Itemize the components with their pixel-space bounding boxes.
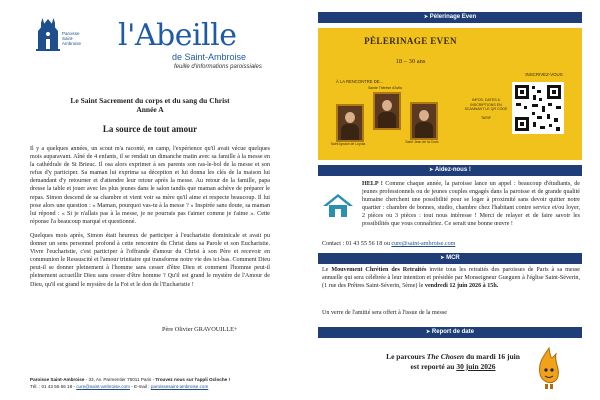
- article-body: [30, 145, 270, 295]
- brand-tagline: feuille d'informations paroissiales: [174, 64, 262, 70]
- article-title-line2: Année A: [136, 105, 164, 114]
- mcr-date: vendredi 12 juin 2026 à 15h.: [424, 283, 499, 289]
- footer-email-label: - E-mail :: [129, 384, 151, 389]
- help-contact-email-link[interactable]: cure@saint-ambroise.com: [391, 241, 456, 247]
- article-paragraph: Quelques mois après, Simon était heureux de participer à l'eucharistie dominicale et avait pu donner un sens personnel profond à cette rencontre du Christ dans sa Parole et son Eucharistie. Vivre l'eucharistie, c'est participer à l'offrande d'amour du Christ à son Père et recevoir en communion le Ressuscité et l'amour trinitaire qui transforme notre vie des ici-bas. Comment Dieu peut-il se donner pleinement à l'homme sans cesser d'être Dieu et comment l'homme peut-il pleinement accueillir Dieu sans cesser d'être homme ? Qu'il est grand le mystère de l'Amour de Dieu, qu'il est grand le mystère de la Foi et le don de l'Eucharistie !: [30, 232, 270, 288]
- help-lead: HELP !: [362, 181, 383, 187]
- report-text: [348, 352, 558, 372]
- help-body: Comme chaque année, la paroisse lance un appel : beaucoup d'étudiants, de jeunes professionnels ou de jeunes couples engagés dans la paroisse et de grande qualité humaine cherchent une possibilité pour se loger à proximité sans devoir quitter notre quartier : chambre de bonnes, studio, chambre chez l'habitant contre service et/ou loyer, 2 pièces ou 3 pièces : tout nous intéresse ! Merci de relayer et de faire savoir les possibilités que vous connaîtriez. Ce serait une bonne œuvre !: [362, 181, 580, 227]
- footer: [30, 376, 280, 390]
- help-contact: [322, 241, 455, 247]
- sainte-therese-image: [373, 92, 401, 130]
- mcr-note: Un verre de l'amitié sera offert à l'issue de la messe: [322, 310, 447, 316]
- section-bar-aidez: [318, 165, 582, 176]
- pelerinage-poster: [318, 28, 582, 160]
- flame-mascot-icon: [536, 346, 562, 390]
- section-bar-mcr: [318, 253, 582, 264]
- report-line-1: [348, 352, 558, 362]
- poster-info-text: INFOS, DATES & INSCRIPTIONS EN SCANNANT LE QR CODE: [464, 98, 508, 112]
- footer-address: - 33, Av. Parmentier 75011 Paris -: [84, 377, 156, 382]
- section-bar-label: Pèlerinage Even: [429, 14, 477, 20]
- poster-title: PÈLERINAGE EVEN: [364, 36, 457, 46]
- poster-age: 18 – 30 ans: [395, 58, 426, 65]
- footer-email-link[interactable]: cure@saint-ambroise.com: [76, 384, 130, 389]
- help-text: [362, 180, 580, 228]
- help-contact-phone: Contact : 01 43 55 56 18 ou: [322, 241, 392, 247]
- article-paragraph: Il y a quelques années, un scout m'a raconté, en camp, l'expérience qu'il avait vécue quelques mois auparavant. Aîné de 4 enfants, il se rendait un dimanche matin avec sa famille à la messe en la cathédrale de St Brieuc. Il osa alors exprimer à ses parents son ras-le-bol de la messe et son refus d'y participer. Sa maman lui exprima sa déception et lui donna les clés de la maison lui demandant d'y retourner et d'attendre leur retour après la messe. Au retour de la famille, papa dresse la table et jouer avec les plus jeunes dans le salon tandis que maman achève de préparer le repas. Simon descend de sa chambre et vient voir sa mère qu'il aime et respecte beaucoup. Il lui pose alors une question : « Maman, pourquoi vas-tu à la messe ? » Inspirée sans doute, sa maman lui répond : « Si je n'allais pas à la messe, je ne pourrais pas t'aimer comme je t'aime ». Cette réponse l'a beaucoup marqué et questionné.: [30, 146, 270, 225]
- mcr-text-pre: Le: [322, 267, 332, 273]
- report-line2-pre: est reporté au: [410, 362, 457, 371]
- footer-app: Trouvez nous sur l'appli Ocloche !: [155, 377, 230, 382]
- article-signature: Père Olivier GRAVOUILLE+: [162, 326, 238, 333]
- article-title: [30, 96, 270, 114]
- saint-jean-label: Saint Jean de la Croix: [405, 140, 439, 144]
- report-line1-post: du mardi 16 juin: [464, 352, 520, 361]
- section-bar-pelerinage: [318, 12, 582, 23]
- right-column: [318, 0, 582, 400]
- section-bar-report: [318, 327, 582, 338]
- chevron-right-icon: ➤: [423, 14, 429, 20]
- footer-line-1: [30, 376, 280, 383]
- section-bar-label: Report de date: [431, 329, 474, 335]
- house-icon: [322, 192, 354, 218]
- brand-title: l'Abeille: [118, 18, 237, 53]
- article-title-line1: Le Saint Sacrement du corps et du sang du Christ: [70, 96, 230, 105]
- mcr-movement-name: Mouvement Chrétien des Retraités: [331, 267, 427, 273]
- footer-parish-name: Paroisse Saint-Ambroise: [30, 377, 85, 382]
- qr-label: INSCRIVEZ-VOUS: [525, 72, 563, 77]
- report-new-date: 30 juin 2026: [456, 362, 496, 371]
- parish-mini-label: Paroisse Saint-Ambroise: [62, 31, 82, 46]
- section-bar-label: MCR: [446, 255, 460, 261]
- chevron-right-icon: ➤: [426, 329, 431, 335]
- poster-tarif: TARIF: [480, 115, 492, 120]
- poster-meet-label: À LA RENCONTRE DE...: [336, 79, 384, 84]
- saint-jean-image: [410, 102, 438, 140]
- section-bar-label: Aidez-nous !: [434, 167, 471, 173]
- report-course-name: The Chosen: [426, 352, 465, 361]
- footer-phone: Tél. : 01 43 55 56 18 -: [30, 384, 77, 389]
- chevron-right-icon: ➤: [429, 167, 434, 173]
- report-line1-pre: Le parcours: [386, 352, 427, 361]
- article-heading: La source de tout amour: [102, 124, 198, 134]
- mcr-text: [322, 266, 580, 290]
- footer-website-link[interactable]: paroissesaint-ambroise.com: [150, 384, 209, 389]
- saint-ignace-image: [336, 104, 364, 142]
- brand-subtitle: de Saint-Ambroise: [172, 52, 247, 62]
- sainte-therese-label: Sainte Thérèse d'Avila: [368, 86, 402, 90]
- qr-code[interactable]: [512, 82, 564, 134]
- chevron-right-icon: ➤: [440, 255, 445, 261]
- report-line-2: [348, 362, 558, 372]
- poster-info: [462, 98, 510, 120]
- saint-ignace-label: Saint Ignace de Loyola: [330, 142, 366, 146]
- mcr-text-mid: invite tous les retraités des paroisses de Paris à sa messe annuelle qui sera célébrée à leur intention et présidée par Monseigneur Gueguen à l'église Saint-Séverin, (1 rue des Prêtres Saint-Séverin, 5ème) le: [322, 267, 581, 289]
- footer-line-2: [30, 383, 280, 390]
